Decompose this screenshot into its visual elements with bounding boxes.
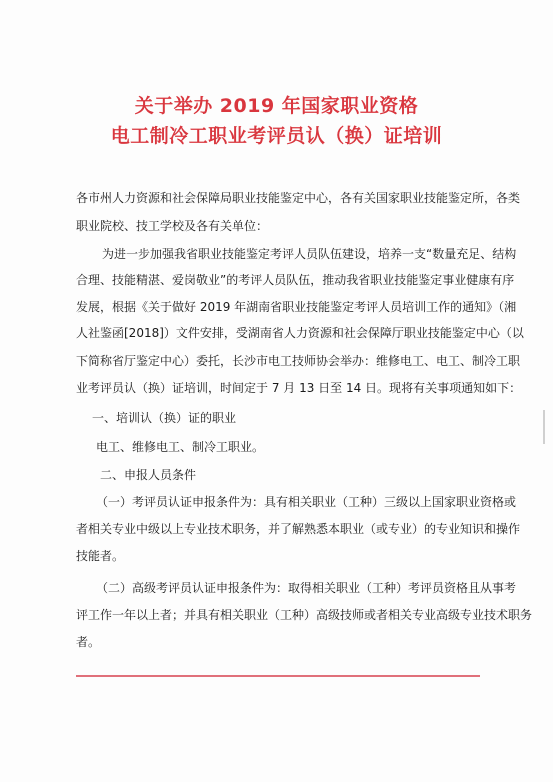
- section1-heading: 一、培训认（换）证的职业: [92, 411, 237, 425]
- section2-para2-line1: （二）高级考评员认证申报条件为：取得相关职业（工种）考评员资格且从事考: [96, 581, 517, 595]
- intro-line3: 发展，根据《关于做好 2019 年湖南省职业技能鉴定考评人员培训工作的通知》（湘: [76, 300, 517, 314]
- intro-line4: 人社鉴函[2018]）文件安排，受湖南省人力资源和社会保障厅职业技能鉴定中心（以: [76, 326, 524, 340]
- document-title-line1: 关于举办 2019 年国家职业资格: [134, 95, 419, 117]
- section2-heading: 二、申报人员条件: [100, 468, 197, 482]
- section2-para2-line2: 评工作一年以上者；并具有相关职业（工种）高级技师或者相关专业高级专业技术职务: [76, 608, 533, 622]
- intro-line1: 为进一步加强我省职业技能鉴定考评人员队伍建设，培养一支“数量充足、结构: [102, 247, 517, 261]
- section2-para1-line1: （一）考评员认证申报条件为：具有相关职业（工种）三级以上国家职业资格或: [96, 495, 517, 509]
- footer-divider: [76, 675, 480, 677]
- section2-para1-line3: 技能者。: [76, 549, 125, 563]
- section2-para2-line3: 者。: [76, 635, 101, 649]
- intro-line6: 业考评员认（换）证培训，时间定于 7 月 13 日至 14 日。现将有关事项通知如下：: [76, 381, 522, 395]
- addressee-line2: 职业院校、技工学校及各有关单位：: [76, 219, 269, 233]
- section1-body: 电工、维修电工、制冷工职业。: [96, 440, 265, 454]
- section2-para1-line2: 者相关专业中级以上专业技术职务，并了解熟悉本职业（或专业）的专业知识和操作: [76, 522, 521, 536]
- addressee-line1: 各市州人力资源和社会保障局职业技能鉴定中心，各有关国家职业技能鉴定所，各类: [76, 191, 521, 205]
- intro-line2: 合理、技能精湛、爱岗敬业”的考评人员队伍，推动我省职业技能鉴定事业健康有序: [76, 273, 515, 287]
- intro-line5: 下简称省厅鉴定中心）委托，长沙市电工技师协会举办：维修电工、电工、制冷工职: [76, 354, 521, 368]
- scan-edge-mark: [543, 410, 545, 444]
- document-title-line2: 电工制冷工职业考评员认（换）证培训: [110, 125, 443, 147]
